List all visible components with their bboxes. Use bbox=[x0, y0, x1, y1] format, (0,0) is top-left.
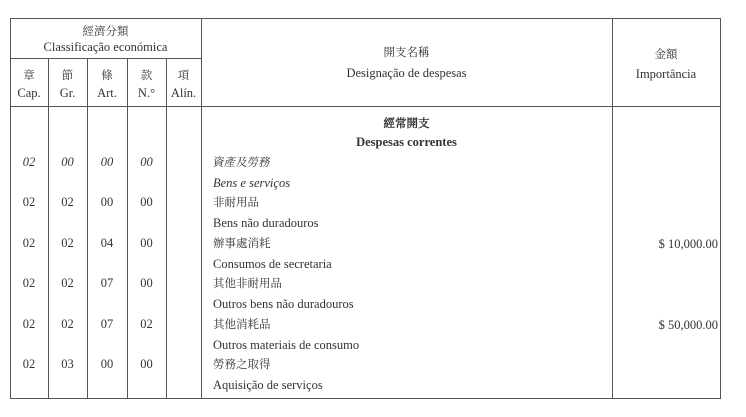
col-gr-zh: 節 bbox=[61, 68, 74, 82]
header-bottom-border bbox=[10, 106, 721, 107]
designation-heading-pt: Designação de despesas bbox=[346, 66, 467, 80]
col-art-pt: Art. bbox=[97, 86, 117, 100]
cell-amount: $ 10,000.00 bbox=[658, 237, 718, 251]
cell-art: 00 bbox=[100, 357, 114, 371]
col-alin-pt: Alín. bbox=[170, 86, 197, 100]
col-divider-gr bbox=[87, 58, 88, 399]
cell-gr: 00 bbox=[61, 155, 74, 169]
cell-name-pt: Bens não duradouros bbox=[213, 216, 319, 230]
classification-heading-pt: Classificação económica bbox=[43, 40, 168, 54]
cell-no: 00 bbox=[140, 357, 153, 371]
cell-name-pt: Outros bens não duradouros bbox=[213, 297, 354, 311]
classification-divider bbox=[10, 58, 201, 59]
col-divider-cap bbox=[48, 58, 49, 399]
section-title-zh: 經常開支 bbox=[383, 116, 430, 130]
cell-art: 00 bbox=[100, 195, 114, 209]
cell-gr: 02 bbox=[61, 236, 74, 250]
cell-art: 07 bbox=[100, 276, 114, 290]
col-no-pt: N.° bbox=[137, 86, 156, 100]
cell-cap: 02 bbox=[22, 236, 36, 250]
cell-name-pt: Consumos de secretaria bbox=[213, 257, 332, 271]
cell-name-zh: 非耐用品 bbox=[213, 195, 259, 209]
cell-cap: 02 bbox=[22, 195, 36, 209]
cell-name-pt: Outros materiais de consumo bbox=[213, 338, 360, 352]
cell-name-zh: 其他非耐用品 bbox=[213, 276, 282, 290]
right-border bbox=[720, 18, 721, 399]
cell-name-zh: 勞務之取得 bbox=[213, 357, 271, 371]
cell-cap: 02 bbox=[22, 155, 36, 169]
cell-no: 00 bbox=[140, 195, 153, 209]
cell-no: 00 bbox=[140, 276, 153, 290]
cell-art: 07 bbox=[100, 317, 114, 331]
cell-gr: 03 bbox=[61, 357, 74, 371]
col-divider-art bbox=[127, 58, 128, 399]
cell-no: 00 bbox=[140, 236, 153, 250]
cell-gr: 02 bbox=[61, 195, 74, 209]
classification-heading-zh: 經濟分類 bbox=[82, 24, 129, 38]
cell-name-zh: 辦事處消耗 bbox=[213, 236, 271, 250]
col-gr-pt: Gr. bbox=[59, 86, 76, 100]
col-no-zh: 款 bbox=[140, 68, 153, 82]
col-art-zh: 條 bbox=[101, 68, 113, 82]
cell-name-zh: 資產及勞務 bbox=[211, 155, 272, 169]
cell-art: 04 bbox=[100, 236, 114, 250]
cell-cap: 02 bbox=[22, 357, 36, 371]
col-alin-zh: 項 bbox=[177, 68, 190, 82]
cell-name-pt: Bens e serviços bbox=[213, 176, 291, 190]
table-top-border bbox=[10, 18, 721, 19]
cell-no: 00 bbox=[140, 155, 153, 169]
amount-heading-zh: 金額 bbox=[654, 47, 678, 61]
cell-gr: 02 bbox=[61, 276, 74, 290]
col-cap-pt: Cap. bbox=[17, 86, 41, 100]
section-title-pt: Despesas correntes bbox=[356, 135, 457, 149]
cell-name-zh: 其他消耗品 bbox=[213, 317, 271, 331]
cell-name-pt: Aquisição de serviços bbox=[213, 378, 323, 392]
cell-amount: $ 50,000.00 bbox=[658, 318, 718, 332]
cell-gr: 02 bbox=[61, 317, 74, 331]
cell-cap: 02 bbox=[22, 276, 36, 290]
cell-cap: 02 bbox=[22, 317, 36, 331]
col-divider-no bbox=[166, 58, 167, 399]
col-cap-zh: 章 bbox=[23, 68, 35, 82]
cell-no: 02 bbox=[140, 317, 153, 331]
designation-heading-zh: 開支名稱 bbox=[383, 45, 430, 59]
table-bottom-border bbox=[10, 398, 721, 399]
amount-heading-pt: Importância bbox=[635, 67, 697, 81]
cell-art: 00 bbox=[100, 155, 114, 169]
